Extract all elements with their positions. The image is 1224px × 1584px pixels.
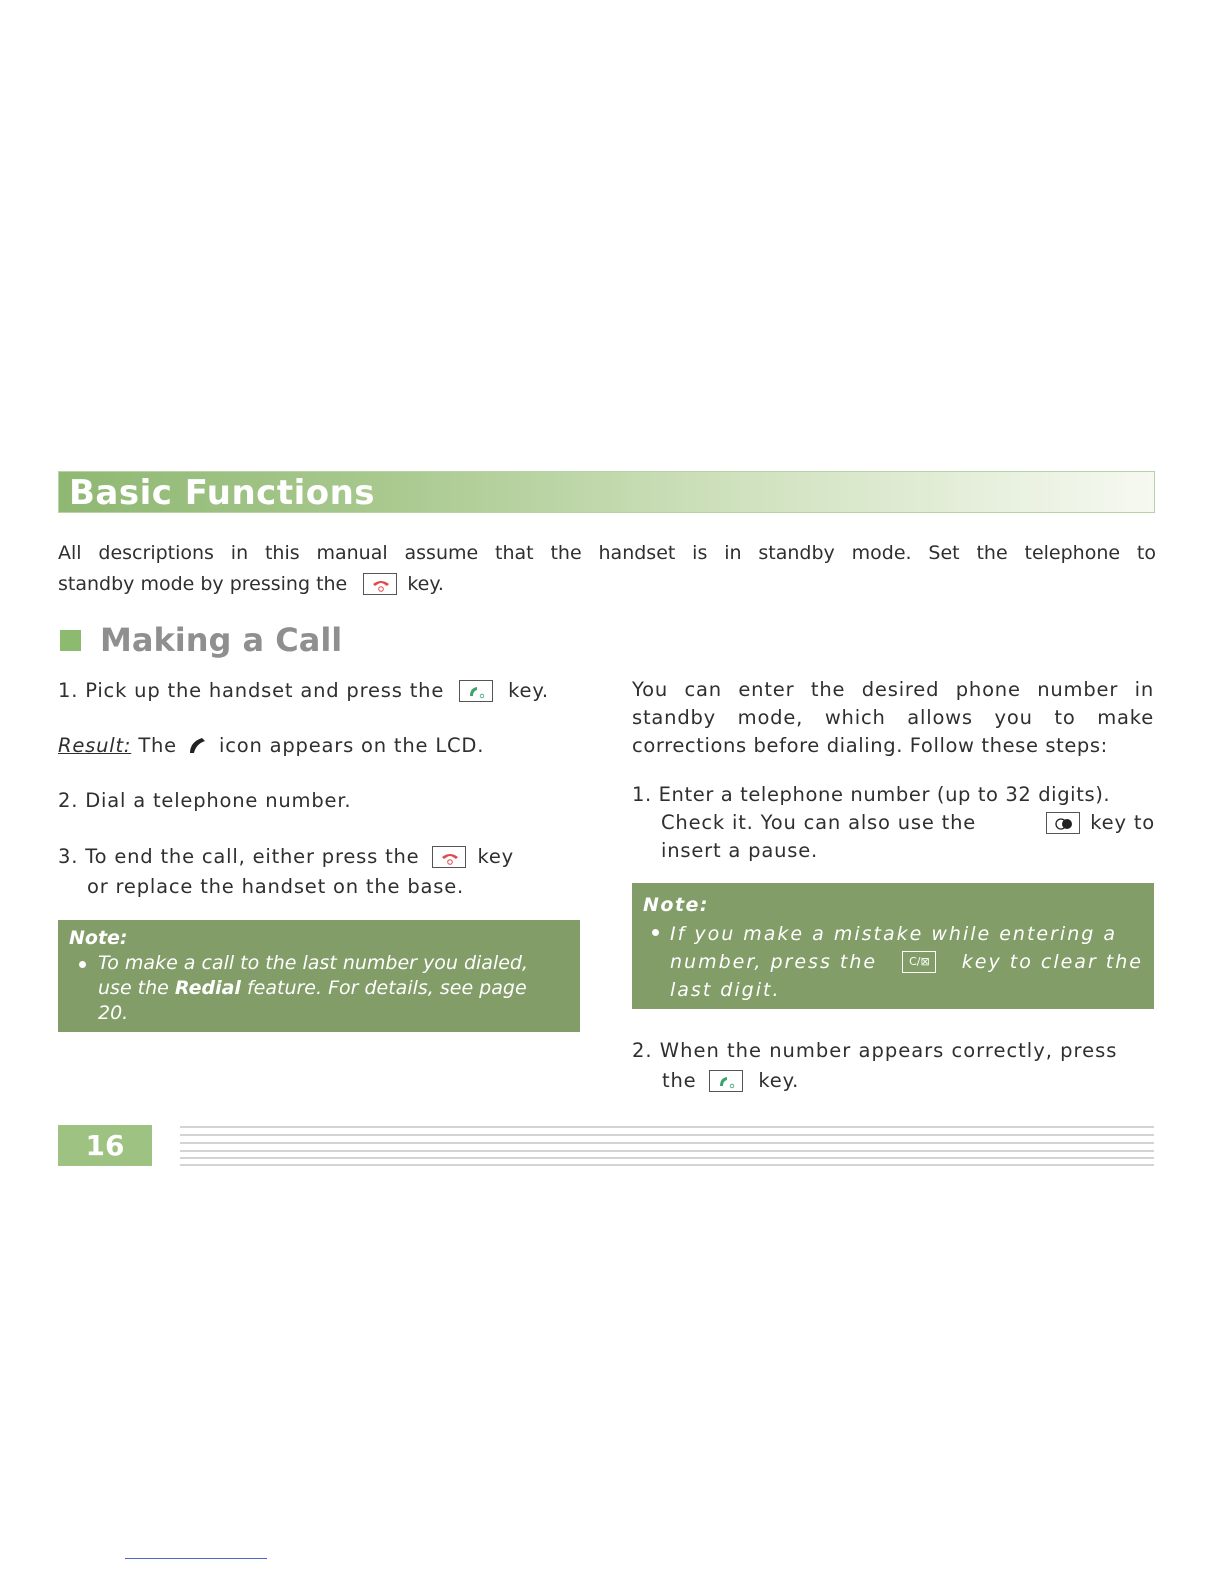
right-intro-line-3: corrections before dialing. Follow these steps: [632, 734, 1108, 757]
redial-feature-label: Redial [174, 977, 241, 999]
section-banner [58, 471, 1155, 513]
end-call-key-icon [432, 846, 466, 868]
right-step-1-line-2-end: key to [1090, 811, 1155, 834]
left-step-1 [58, 677, 549, 705]
result-label: Result: [58, 734, 132, 757]
banner-title: Basic Functions [69, 473, 376, 513]
page-number: 16 [85, 1129, 125, 1162]
right-note-bullet [652, 929, 659, 936]
right-note-line-2 [670, 948, 1143, 976]
intro-paragraph [58, 538, 1156, 600]
right-intro-line-2: standby mode, which allows you to make [632, 706, 1154, 729]
left-note-line-2-start: use the [98, 977, 169, 999]
left-step-1-text: 1. Pick up the handset and press the [58, 679, 445, 702]
right-note-box [632, 883, 1154, 1009]
footer-rule [180, 1150, 1154, 1152]
talk-key-icon [709, 1070, 743, 1092]
right-note-line-1: If you make a mistake while entering a [670, 923, 1117, 945]
clear-key-icon: C/⊠ [902, 951, 936, 973]
left-note-line-3: 20. [98, 1002, 129, 1024]
left-note-line-1: To make a call to the last number you dialed, [98, 952, 529, 974]
right-step-1-line-3: insert a pause. [661, 839, 818, 862]
left-note-line-2 [98, 976, 527, 1001]
intro-line-2-end: key. [407, 573, 444, 595]
left-note-bullet [79, 961, 86, 968]
intro-line-1: All descriptions in this manual assume that the handset is in standby mode. Set the telephone to [58, 542, 1156, 564]
left-step-3-text: 3. To end the call, either press the [58, 845, 420, 868]
talk-key-icon [459, 680, 493, 702]
section-marker [60, 630, 81, 651]
right-note-line-3: last digit. [670, 979, 781, 1001]
left-step-2: 2. Dial a telephone number. [58, 789, 352, 812]
right-intro-line-1: You can enter the desired phone number in [632, 678, 1154, 701]
result-text-start: The [138, 734, 177, 757]
intro-line-2-start: standby mode by pressing the [58, 573, 348, 595]
right-note-title: Note: [643, 894, 710, 916]
right-step-2-line-1: 2. When the number appears correctly, press [632, 1039, 1118, 1062]
footer-rule [180, 1126, 1154, 1128]
end-call-key-icon [363, 573, 397, 595]
right-step-2-line-2 [662, 1067, 799, 1095]
left-step-3-end: key [477, 845, 515, 868]
left-result [58, 732, 484, 760]
right-step-1-line-1: 1. Enter a telephone number (up to 32 digits). [632, 783, 1111, 806]
left-step-1-end: key. [508, 679, 549, 702]
result-text-end: icon appears on the LCD. [218, 734, 485, 757]
pause-key-icon [1046, 812, 1080, 834]
right-note-line-2-end: key to clear the [961, 951, 1143, 973]
section-title: Making a Call [100, 621, 343, 659]
handset-icon [186, 734, 210, 756]
right-step-2-line-2-start: the [662, 1069, 697, 1092]
right-step-1-line-2 [661, 809, 1155, 837]
left-note-line-2-end: feature. For details, see page [246, 977, 527, 999]
right-note-line-2-start: number, press the [670, 951, 878, 973]
right-step-1-line-2-text: Check it. You can also use the [661, 811, 977, 834]
left-step-3 [58, 843, 514, 871]
left-step-3-line-2: or replace the handset on the base. [87, 875, 465, 898]
footer-rule [180, 1157, 1154, 1159]
left-note-box [58, 920, 580, 1032]
footer-rule [180, 1142, 1154, 1144]
bottom-link-underline [125, 1558, 267, 1559]
footer-rule [180, 1134, 1154, 1136]
right-step-2-line-2-end: key. [758, 1069, 800, 1092]
footer-rule [180, 1164, 1154, 1166]
left-note-title: Note: [69, 927, 128, 949]
